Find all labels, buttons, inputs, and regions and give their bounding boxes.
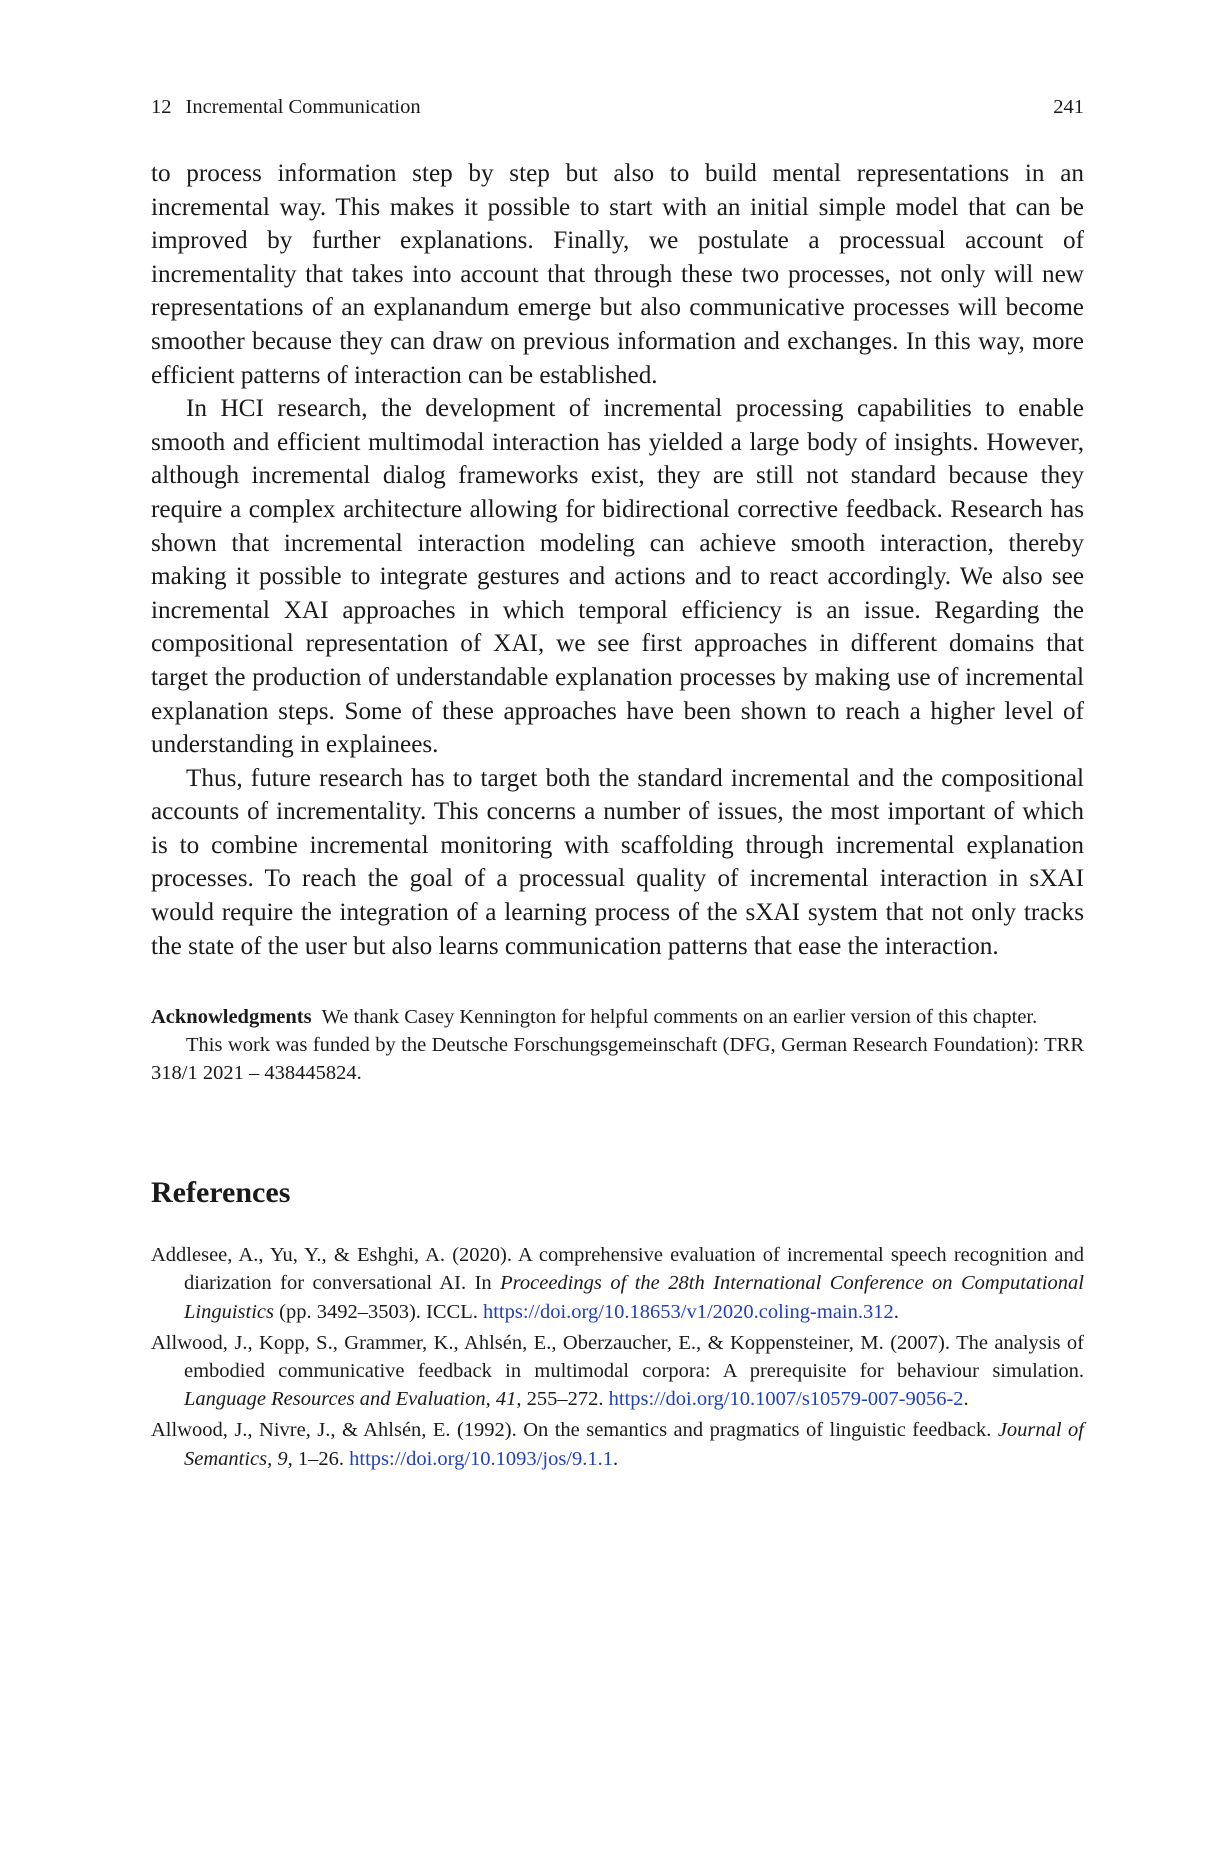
reference-authors-title: Addlesee, A., Yu, Y., & Eshghi, A. (2020). A comprehensive evaluation of incremental speech recognition and diarization for conversational AI. In (151, 1244, 1084, 1295)
reference-item (151, 1329, 1084, 1414)
reference-venue: Proceedings of the 28th International Conference on Computational Linguistics (184, 1272, 1084, 1323)
reference-pages: (pp. 3492–3503). ICCL. (274, 1300, 483, 1323)
reference-authors-title: Allwood, J., Nivre, J., & Ahlsén, E. (1992). On the semantics and pragmatics of linguistic feedback. (151, 1419, 998, 1442)
body-text (151, 157, 1084, 963)
reference-doi-link[interactable]: https://doi.org/10.18653/v1/2020.coling-main.312 (482, 1300, 894, 1323)
running-head-left (151, 95, 435, 119)
reference-end: . (613, 1447, 619, 1470)
reference-doi-link[interactable]: https://doi.org/10.1007/s10579-007-9056-2 (608, 1388, 964, 1411)
reference-end: . (963, 1388, 969, 1411)
acknowledgments-section (151, 1003, 1084, 1087)
reference-doi-link[interactable]: https://doi.org/10.1093/jos/9.1.1 (349, 1447, 613, 1470)
body-paragraph: Thus, future research has to target both the standard incremental and the compositional accounts of incrementality. This concerns a number of issues, the most important of which is to combine incremental monitoring with scaffolding through incremental explanation processes. To reach the goal of a processual quality of incremental interaction in sXAI would require the integration of a learning process of the sXAI system that not only tracks the state of the user but also learns communication patterns that ease the interaction. (151, 764, 1084, 960)
chapter-title: Incremental Communication (185, 96, 421, 118)
chapter-number: 12 (151, 96, 172, 118)
page-number: 241 (1053, 96, 1084, 118)
reference-item (151, 1416, 1084, 1472)
acknowledgments-paragraph (151, 1003, 1084, 1031)
reference-venue: Journal of Semantics, 9 (184, 1419, 1085, 1470)
body-paragraph: In HCI research, the development of incremental processing capabilities to enable smooth and efficient multimodal interaction has yielded a large body of insights. However, although incremental dialog frameworks exist, they are still not standard because they require a complex architecture allowing for bidirectional corrective feedback. Research has shown that incremental interaction modeling can achieve smooth interaction, thereby making it possible to integrate gestures and actions and to react accordingly. We also see incremental XAI approaches in which temporal efficiency is an issue. Regarding the compositional representation of XAI, we see first approaches in different domains that target the production of understandable explanation processes by making use of incremental explanation steps. Some of these approaches have been shown to reach a higher level of understanding in explainees. (151, 395, 1084, 759)
page (151, 95, 1084, 1476)
acknowledgments-heading: Acknowledgments (151, 1006, 312, 1029)
reference-pages: , 255–272. (516, 1388, 609, 1411)
reference-end: . (893, 1300, 899, 1323)
reference-authors-title: Allwood, J., Kopp, S., Grammer, K., Ahlsén, E., Oberzaucher, E., & Koppensteiner, M. (2007). The analysis of embodied communicative feedback in multimodal corpora: A prerequisite for behaviour simulation. (151, 1331, 1084, 1383)
reference-list (151, 1241, 1084, 1473)
reference-venue: Language Resources and Evaluation, 41 (184, 1388, 517, 1411)
references-heading: References (151, 1176, 291, 1210)
running-head (151, 95, 1084, 119)
funding-statement: This work was funded by the Deutsche Forschungsgemeinschaft (DFG, German Research Foundation): TRR 318/1 2021 – 438445824. (151, 1034, 1084, 1085)
reference-item (151, 1241, 1084, 1326)
body-paragraph: to process information step by step but also to build mental representations in an incremental way. This makes it possible to start with an initial simple model that can be improved by further explanations. Finally, we postulate a processual account of incrementality that takes into account that through these two processes, not only will new representations of an explanandum emerge but also communicative processes will become smoother because they can draw on previous information and exchanges. In this way, more efficient patterns of interaction can be established. (151, 160, 1084, 389)
reference-pages: , 1–26. (287, 1447, 350, 1470)
acknowledgments-text: We thank Casey Kennington for helpful comments on an earlier version of this chapter. (321, 1006, 1038, 1029)
